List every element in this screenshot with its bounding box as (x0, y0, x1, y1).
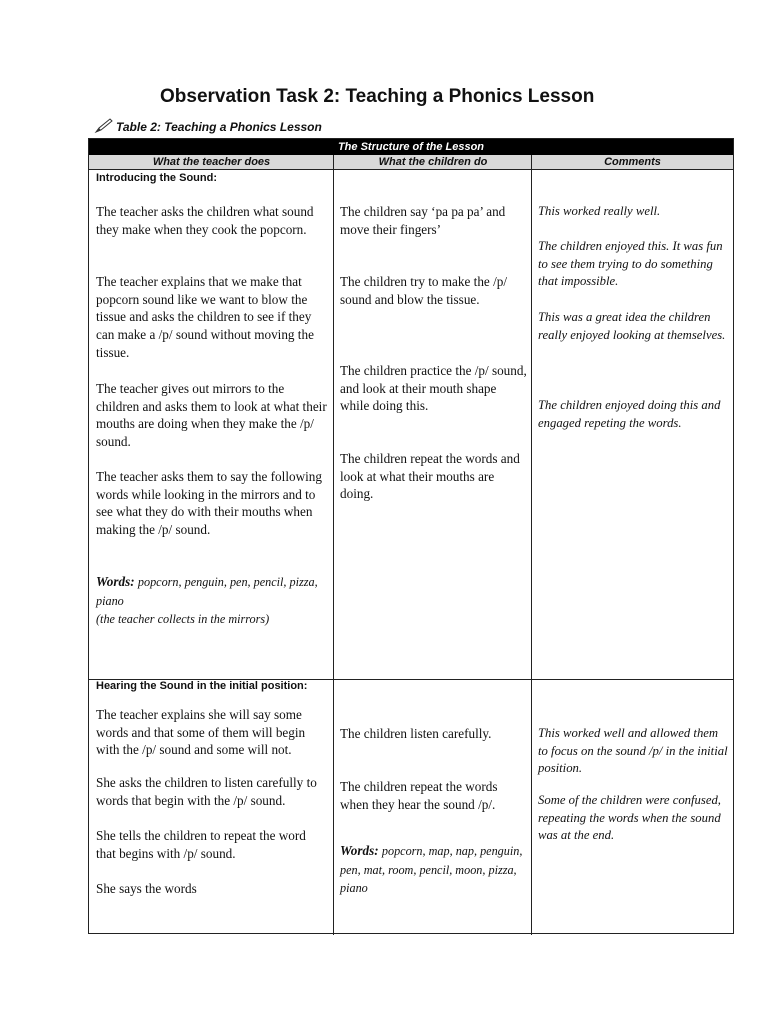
words-label: Words: (96, 574, 135, 589)
column-header-teacher: What the teacher does (89, 155, 334, 170)
children-step: The children practice the /p/ sound, and look at their mouth shape while doing this. (340, 363, 527, 414)
teacher-step: The teacher gives out mirrors to the children and asks them to look at what their mouths are doing when they make the /p/ sound. (96, 381, 327, 450)
table-caption (96, 120, 322, 134)
teacher-step: The teacher asks them to say the following words while looking in the mirrors and to see what they do with their mouths when making the /p/ sound. (96, 469, 322, 538)
column-divider (333, 155, 334, 935)
column-header-children: What the children do (334, 155, 532, 170)
teacher-step: The teacher explains she will say some words and that some of them will begin with the /p/ sound and some will not. (96, 707, 306, 758)
lesson-table (88, 138, 734, 934)
words-text: popcorn, map, nap, penguin, pen, mat, room, pencil, moon, pizza, piano (340, 844, 523, 896)
comment: This was a great idea the children really enjoyed looking at themselves. (538, 310, 726, 342)
children-step: The children repeat the words when they hear the sound /p/. (340, 779, 498, 812)
children-step: The children say ‘pa pa pa’ and move their fingers’ (340, 204, 506, 237)
comment: Some of the children were confused, repeating the words when the sound was at the end. (538, 793, 721, 843)
words-list (340, 842, 528, 898)
page-title: Observation Task 2: Teaching a Phonics Lesson (160, 86, 595, 107)
children-step: The children listen carefully. (340, 726, 492, 741)
comment: The children enjoyed this. It was fun to see them trying to do something that impossible. (538, 239, 723, 289)
structure-header: The Structure of the Lesson (89, 139, 733, 155)
teacher-step: She tells the children to repeat the word that begins with /p/ sound. (96, 828, 306, 861)
children-step: The children repeat the words and look at what their mouths are doing. (340, 451, 520, 502)
comment: The children enjoyed doing this and engaged repeting the words. (538, 398, 721, 430)
words-note: (the teacher collects in the mirrors) (96, 612, 270, 627)
column-header-comments: Comments (532, 155, 733, 170)
comment: This worked really well. (538, 204, 661, 218)
teacher-step: The teacher asks the children what sound they make when they cook the popcorn. (96, 204, 314, 237)
teacher-step: The teacher explains that we make that popcorn sound like we want to blow the tissue and asks the children to see if they can make a /p/ sound without moving the tissue. (96, 274, 314, 360)
teacher-step: She says the words (96, 881, 197, 896)
comment: This worked well and allowed them to focus on the sound /p/ in the initial position. (538, 726, 728, 776)
column-divider (531, 155, 532, 935)
words-label: Words: (340, 843, 379, 858)
section-heading-introducing: Introducing the Sound: (96, 172, 217, 184)
teacher-step: She asks the children to listen carefully to words that begin with the /p/ sound. (96, 775, 317, 808)
words-list (96, 573, 328, 629)
words-text: popcorn, penguin, pen, pencil, pizza, piano (96, 575, 318, 608)
children-step: The children try to make the /p/ sound and blow the tissue. (340, 274, 507, 307)
pencil-icon (94, 118, 114, 134)
section-heading-hearing: Hearing the Sound in the initial position: (96, 680, 308, 692)
caption-text: Table 2: Teaching a Phonics Lesson (116, 120, 322, 134)
